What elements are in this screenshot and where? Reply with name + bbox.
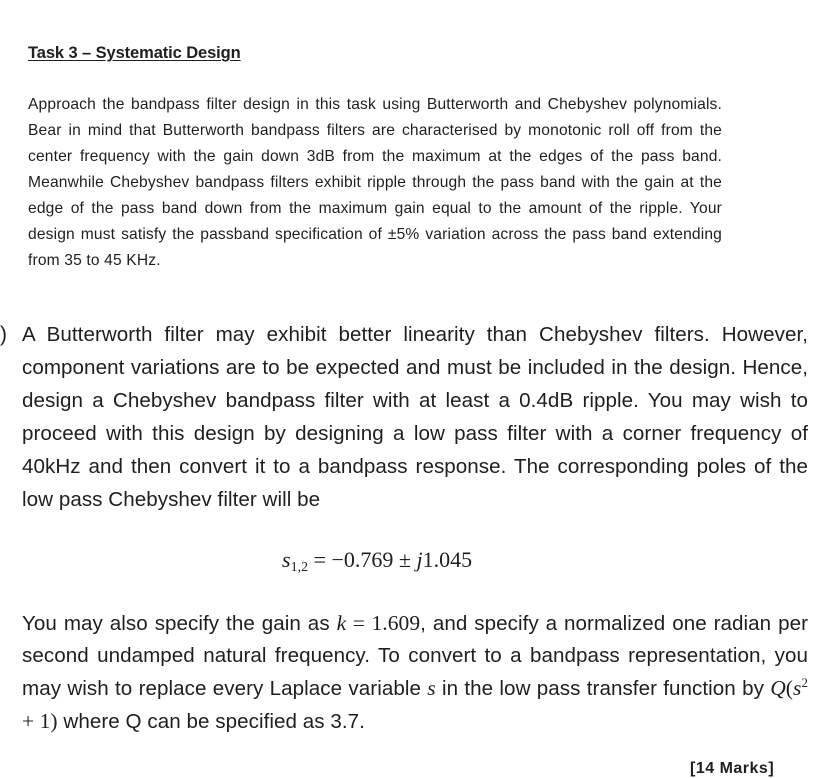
gain-math <box>337 611 421 635</box>
para2-text-4: where Q can be specified as 3.7. <box>57 710 365 733</box>
laplace-variable-math <box>427 676 435 700</box>
expr-rest: + 1) <box>22 709 58 733</box>
marks-label: [14 Marks] <box>690 760 775 777</box>
question-paragraph: A Butterworth filter may exhibit better linearity than Chebyshev filters. However, component variations are to be expected and must be included in the design. Hence, design a Chebyshev bandpass filter with at least a 0.4dB ripple. You may wish to proceed with this design by designing a low pass filter with a corner frequency of 40kHz and then convert it to a bandpass response. The corresponding poles of the low pass Chebyshev filter will be <box>22 323 808 511</box>
gain-variable: k <box>336 611 347 635</box>
para2-text-1: You may also specify the gain as <box>22 612 337 635</box>
poles-equation <box>282 544 472 584</box>
para2-text-3: in the low pass transfer function by <box>435 677 771 700</box>
equation-imag-value: 1.045 <box>422 547 473 572</box>
equation-subscript: 1,2 <box>290 560 309 575</box>
equation-rhs: = −0.769 ± <box>308 547 417 572</box>
gain-value: = 1.609 <box>346 611 421 635</box>
expr-open: ( <box>785 676 794 700</box>
intro-paragraph: Approach the bandpass filter design in this task using Butterworth and Chebyshev polynomials. Bear in mind that Butterworth bandpass filters are characterised by monotonic roll off from the center frequency with the gain down 3dB from the maximum at the edges of the pass band. Meanwhile Chebyshev bandpass filters exhibit ripple through the pass band with the gain at the edge of the pass band down from the maximum gain equal to the amount of the ripple. Your design must satisfy the passband specification of ±5% variation across the pass band extending from 35 to 45 KHz. <box>28 96 722 269</box>
equation-imag-unit: j <box>416 547 423 572</box>
laplace-variable: s <box>427 676 436 700</box>
para2-text-2: , and specify a normalized one radian per second undamped natural frequency. To convert to a bandpass representation, you may wish to replace every Laplace variable <box>22 612 809 700</box>
gain-conversion-paragraph <box>22 607 808 738</box>
q-variable: Q <box>770 676 786 700</box>
equation-variable: s <box>282 547 291 572</box>
expr-s: s <box>793 676 802 700</box>
question-marker: ) <box>0 323 7 346</box>
expr-exponent: 2 <box>801 675 808 690</box>
task-heading: Task 3 – Systematic Design <box>28 44 241 62</box>
